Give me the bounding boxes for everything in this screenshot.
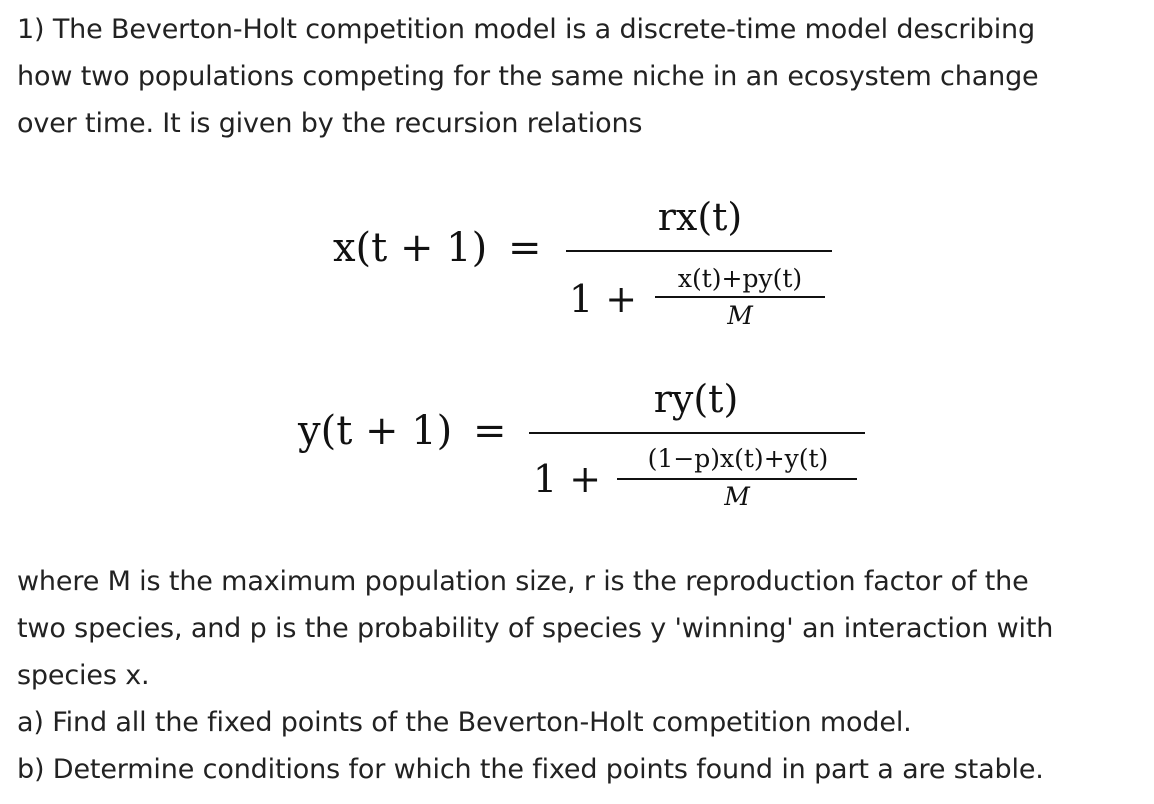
x-equation-inner-denominator: M [727,301,753,330]
x-equation-equals: = [508,225,542,271]
x-equation-inner-bar [655,296,825,298]
y-equation-inner-bar [617,478,857,480]
x-equation-one-plus: 1 + [569,277,638,321]
y-equation-equals: = [473,408,507,454]
y-equation-inner-numerator: (1−p)x(t)+y(t) [647,444,829,473]
y-equation-inner-denominator: M [724,482,750,511]
intro-line-1: 1) The Beverton-Holt competition model is a discrete-time model describing [17,14,1036,45]
explanation-line-3: species x. [17,660,150,691]
intro-line-3: over time. It is given by the recursion relations [17,108,643,139]
intro-paragraph [17,6,1039,147]
y-equation-numerator: ry(t) [653,377,739,421]
explanation-line-1: where M is the maximum population size, r is the reproduction factor of the [17,566,1029,597]
y-equation-one-plus: 1 + [533,457,602,501]
x-equation-inner-numerator: x(t)+py(t) [677,264,803,293]
question-part-a: a) Find all the fixed points of the Beverton-Holt competition model. [17,707,912,738]
explanation-line-2: two species, and p is the probability of species y 'winning' an interaction with [17,613,1054,644]
x-equation-fraction-bar [566,250,832,252]
x-equation-lhs: x(t + 1) [333,225,488,271]
y-equation-lhs: y(t + 1) [298,408,453,454]
intro-line-2: how two populations competing for the same niche in an ecosystem change [17,61,1039,92]
question-part-b: b) Determine conditions for which the fixed points found in part a are stable. [17,754,1044,785]
y-equation-fraction-bar [529,432,865,434]
explanation-paragraph [17,558,1053,699]
x-equation-numerator: rx(t) [657,195,743,239]
